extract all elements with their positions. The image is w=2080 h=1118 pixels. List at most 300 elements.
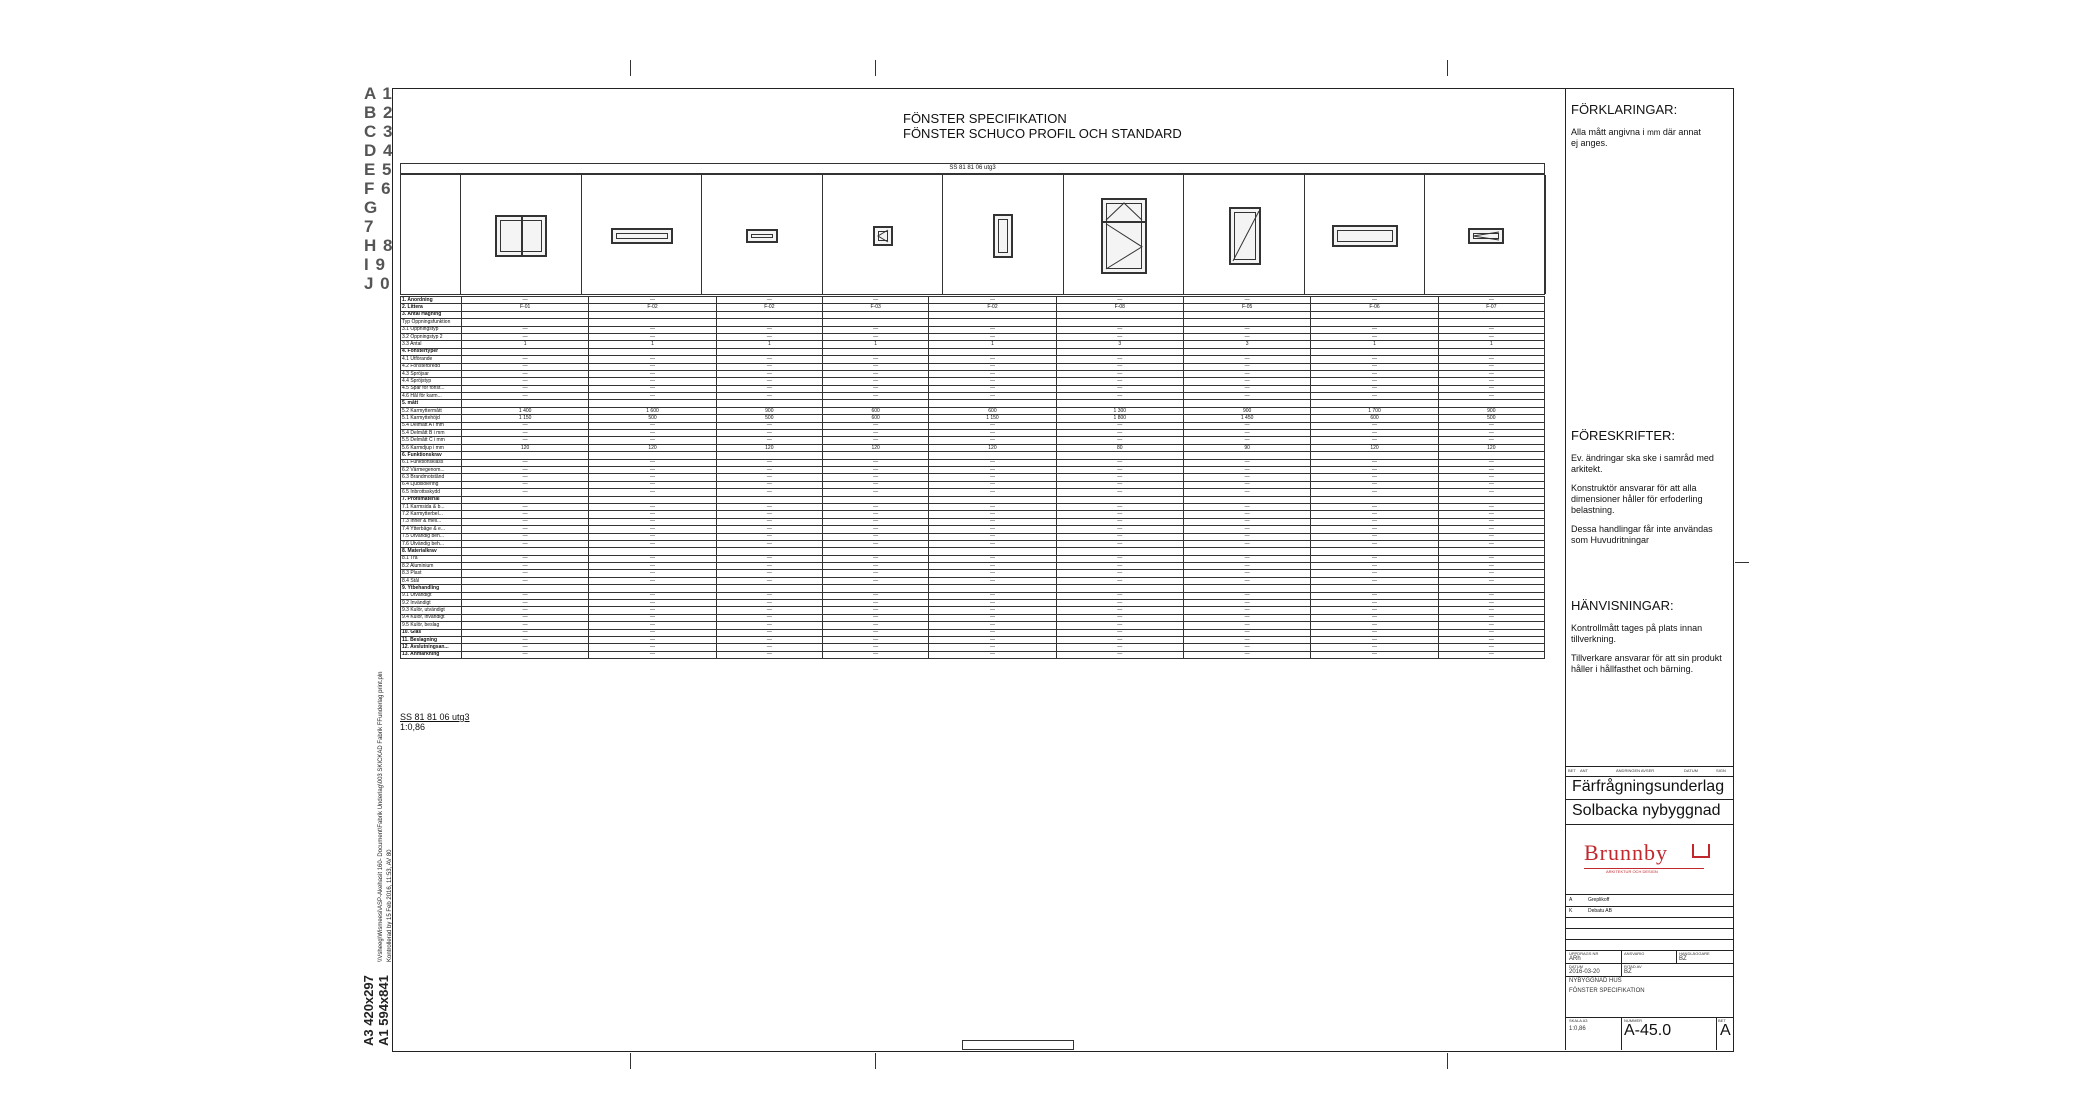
table-caption: SS 81 81 06 utg3 (949, 165, 996, 171)
spec-cell: — (1438, 333, 1544, 340)
grid-row-label: B 2 (364, 103, 394, 122)
spec-cell: — (929, 437, 1056, 444)
spec-cell: — (1183, 370, 1310, 377)
spec-cell (1311, 585, 1438, 592)
spec-cell: — (929, 326, 1056, 333)
spec-cell: — (822, 511, 928, 518)
spec-cell: — (1183, 607, 1310, 614)
spec-cell: — (1311, 503, 1438, 510)
spec-cell: — (929, 459, 1056, 466)
spec-row (401, 319, 1545, 326)
spec-cell: — (822, 422, 928, 429)
spec-row (401, 474, 1545, 481)
spec-cell: — (1311, 430, 1438, 437)
scale-block-name: SS 81 81 06 utg3 (400, 712, 470, 722)
spec-cell: — (462, 577, 589, 584)
spec-cell: — (716, 533, 822, 540)
spec-cell: — (1438, 393, 1544, 400)
spec-row (401, 592, 1545, 599)
spec-cell: — (1311, 636, 1438, 643)
tb-vdivider (1716, 1017, 1717, 1050)
spec-cell: — (716, 378, 822, 385)
forklaringar-heading: FÖRKLARINGAR: (1571, 102, 1678, 117)
window-glass (751, 234, 773, 238)
window-elevation-icon (1468, 228, 1504, 244)
spec-cell (462, 496, 589, 503)
spec-cell: — (822, 629, 928, 636)
foreskrifter-1: Ev. ändringar ska ske i samråd med arkitekt. (1571, 453, 1714, 474)
title-line-1: FÖNSTER SPECIFIKATION (903, 111, 1067, 126)
foreskrifter-heading: FÖRESKRIFTER: (1571, 428, 1676, 443)
tb-divider (1566, 939, 1734, 940)
tb-divider (1566, 963, 1734, 964)
spec-cell: — (716, 607, 822, 614)
spec-row-label: Typ Öppningsfunktion (401, 319, 462, 326)
spec-cell: 1 150 (462, 415, 589, 422)
spec-row-label: 4.1 Utförande (401, 356, 462, 363)
spec-row (401, 348, 1545, 355)
spec-cell: — (1438, 577, 1544, 584)
spec-cell: — (462, 437, 589, 444)
spec-cell: — (716, 629, 822, 636)
spec-row-label: 9.1 Utvändigt (401, 592, 462, 599)
spec-cell: — (1438, 297, 1544, 304)
spec-cell: — (716, 370, 822, 377)
spec-cell: — (1183, 326, 1310, 333)
window-elevation-icon (611, 228, 673, 244)
spec-row-label: 3.1 Öppningstyp (401, 326, 462, 333)
spec-row-label: 6.2 Värmegenom... (401, 466, 462, 473)
tb-divider (1566, 824, 1734, 825)
spec-row-label: 3. Antal Hägning (401, 311, 462, 318)
spec-cell: — (1438, 511, 1544, 518)
spec-cell: — (822, 437, 928, 444)
spec-cell: — (1183, 614, 1310, 621)
spec-cell: — (462, 555, 589, 562)
spec-row-label: 5.4 Delmått B i mm (401, 430, 462, 437)
spec-cell: — (1311, 555, 1438, 562)
spec-row (401, 356, 1545, 363)
spec-cell: — (1056, 540, 1183, 547)
spec-row-label: 3.3 Antal (401, 341, 462, 348)
spec-cell: — (1056, 526, 1183, 533)
spec-cell (1056, 585, 1183, 592)
spec-cell: — (1438, 378, 1544, 385)
window-elevation-icon (1229, 207, 1261, 265)
spec-cell: — (1183, 430, 1310, 437)
spec-row (401, 651, 1545, 658)
spec-cell: 80 (1056, 444, 1183, 451)
spec-cell: F-05 (1183, 304, 1310, 311)
spec-cell: — (1183, 378, 1310, 385)
spec-cell: — (822, 466, 928, 473)
window-elevation-icon (746, 229, 778, 243)
spec-cell: — (822, 459, 928, 466)
spec-cell: 1 (1311, 341, 1438, 348)
title-line-2: FÖNSTER SCHUCO PROFIL OCH STANDARD (903, 126, 1182, 141)
spec-cell (929, 311, 1056, 318)
spec-cell (1056, 496, 1183, 503)
spec-cell: — (589, 430, 716, 437)
spec-cell: — (1183, 540, 1310, 547)
spec-row-label: 7.5 Utvändig beh... (401, 533, 462, 540)
spec-cell (1438, 348, 1544, 355)
spec-cell: — (1311, 607, 1438, 614)
opening-direction-icon (1103, 200, 1145, 272)
spec-cell: — (1438, 430, 1544, 437)
spec-cell (716, 548, 822, 555)
spec-cell: — (1056, 644, 1183, 651)
spec-cell (1183, 400, 1310, 407)
spec-cell: — (589, 474, 716, 481)
spec-cell: — (822, 356, 928, 363)
spec-cell: — (589, 533, 716, 540)
spec-cell: — (1311, 385, 1438, 392)
spec-cell: — (1056, 481, 1183, 488)
spec-cell: — (1056, 489, 1183, 496)
spec-cell (1438, 585, 1544, 592)
spec-row-label: 8.1 Trä (401, 555, 462, 562)
revision-column-header: DATUM (1684, 768, 1698, 773)
spec-cell: — (716, 333, 822, 340)
spec-cell: — (462, 636, 589, 643)
spec-cell: — (822, 607, 928, 614)
spec-cell: — (589, 526, 716, 533)
spec-cell: — (929, 600, 1056, 607)
spec-row-label: 5. mått (401, 400, 462, 407)
spec-cell: — (1056, 393, 1183, 400)
spec-row (401, 548, 1545, 555)
spec-cell (462, 400, 589, 407)
spec-row (401, 311, 1545, 318)
spec-cell: 120 (462, 444, 589, 451)
spec-cell: — (1056, 563, 1183, 570)
spec-cell: — (1311, 437, 1438, 444)
spec-cell (929, 319, 1056, 326)
elevation-label-cell (401, 175, 461, 294)
spec-cell: — (1438, 466, 1544, 473)
spec-row (401, 444, 1545, 451)
spec-cell: — (822, 526, 928, 533)
spec-cell: — (1438, 526, 1544, 533)
spec-cell: — (822, 577, 928, 584)
spec-cell: F-06 (1311, 304, 1438, 311)
spec-row-label: 8.3 Plast (401, 570, 462, 577)
spec-cell: — (1183, 297, 1310, 304)
value-datum: 2016-03-20 (1569, 969, 1600, 975)
spec-cell (716, 311, 822, 318)
spec-cell (929, 400, 1056, 407)
spec-cell: — (1311, 422, 1438, 429)
spec-cell: — (716, 297, 822, 304)
label-datum: DATUM (1569, 964, 1583, 969)
spec-cell: — (1056, 459, 1183, 466)
spec-cell: — (589, 518, 716, 525)
spec-cell: 1 150 (929, 415, 1056, 422)
spec-cell: — (929, 393, 1056, 400)
people-name: Greplikoff (1588, 897, 1610, 903)
spec-cell (1438, 311, 1544, 318)
spec-cell: — (822, 474, 928, 481)
spec-cell: — (1056, 533, 1183, 540)
spec-cell: — (716, 592, 822, 599)
tb-divider (1566, 1017, 1734, 1018)
spec-cell (929, 548, 1056, 555)
spec-cell: — (929, 370, 1056, 377)
spec-cell: — (1056, 437, 1183, 444)
notes-hanvisningar (1571, 598, 1731, 675)
spec-cell: — (462, 466, 589, 473)
spec-cell: — (1056, 474, 1183, 481)
spec-cell: — (462, 297, 589, 304)
spec-cell: — (589, 600, 716, 607)
spec-row-label: 7.4 Ytterbåge & e... (401, 526, 462, 533)
spec-cell: — (1438, 422, 1544, 429)
spec-cell: — (462, 622, 589, 629)
spec-cell: — (822, 297, 928, 304)
spec-cell: — (1056, 518, 1183, 525)
company-logo (1584, 840, 1719, 880)
spec-cell: 1 (462, 341, 589, 348)
spec-cell: — (822, 393, 928, 400)
spec-cell: — (589, 511, 716, 518)
spec-cell: — (1183, 592, 1310, 599)
spec-row-label: 4.6 Hål för karm... (401, 393, 462, 400)
spec-cell: 1 300 (1056, 407, 1183, 414)
notes-forklaringar (1571, 102, 1726, 149)
spec-row (401, 533, 1545, 540)
spec-cell (462, 585, 589, 592)
spec-cell: — (822, 563, 928, 570)
spec-cell (822, 452, 928, 459)
spec-row (401, 614, 1545, 621)
grid-row-label: H 8 (364, 236, 394, 255)
window-elevation-cell (1064, 175, 1185, 294)
crop-mark (630, 1053, 631, 1069)
spec-cell: — (822, 644, 928, 651)
spec-cell: — (1056, 651, 1183, 658)
spec-cell: — (589, 563, 716, 570)
spec-cell: F-01 (462, 304, 589, 311)
spec-cell: — (462, 459, 589, 466)
spec-cell (1311, 452, 1438, 459)
tb-divider (1566, 928, 1734, 929)
spec-cell: 120 (716, 444, 822, 451)
stage-label: Färfrågningsunderlag (1572, 778, 1725, 795)
spec-row-label: 5.4 Delmått A i mm (401, 422, 462, 429)
hanvisningar-1: Kontrollmått tages på plats innan tillverkning. (1571, 623, 1703, 644)
spec-cell: 1 800 (1056, 415, 1183, 422)
spec-cell: — (1311, 577, 1438, 584)
spec-cell: — (716, 430, 822, 437)
spec-cell: — (1438, 363, 1544, 370)
spec-cell: 600 (1311, 415, 1438, 422)
spec-cell: — (716, 466, 822, 473)
spec-row-label: 1. Anordning (401, 297, 462, 304)
spec-row (401, 489, 1545, 496)
spec-cell: — (462, 511, 589, 518)
spec-cell: — (1311, 356, 1438, 363)
spec-cell: — (1056, 422, 1183, 429)
spec-cell: — (462, 607, 589, 614)
spec-cell: 1 (716, 341, 822, 348)
spec-cell: — (1183, 393, 1310, 400)
spec-cell: — (822, 614, 928, 621)
spec-cell: — (589, 385, 716, 392)
spec-cell: — (929, 297, 1056, 304)
spec-cell: — (1311, 363, 1438, 370)
spec-cell: 90 (1183, 444, 1310, 451)
spec-cell: — (589, 570, 716, 577)
people-name: Debatu AB (1588, 908, 1612, 914)
spec-row (401, 629, 1545, 636)
spec-row-label: 3.2 Öppningstyp 2 (401, 333, 462, 340)
spec-row-label: 7.3 Inner & mell... (401, 518, 462, 525)
spec-cell: 900 (1183, 407, 1310, 414)
spec-cell (589, 348, 716, 355)
spec-cell: — (1438, 644, 1544, 651)
spec-row-label: 9.5 Kulör, beslag (401, 622, 462, 629)
spec-cell: — (716, 474, 822, 481)
spec-row-label: 7.1 Karmsida & b... (401, 503, 462, 510)
spec-row-label: 8. Materialkrav (401, 548, 462, 555)
spec-cell: — (589, 577, 716, 584)
spec-cell: — (589, 607, 716, 614)
spec-cell: — (716, 326, 822, 333)
spec-cell: — (822, 333, 928, 340)
spec-row (401, 422, 1545, 429)
spec-cell: — (589, 644, 716, 651)
spec-cell: 900 (716, 407, 822, 414)
spec-cell: — (1311, 592, 1438, 599)
spec-cell: — (1183, 489, 1310, 496)
spec-cell: — (822, 378, 928, 385)
spec-row (401, 496, 1545, 503)
spec-cell: — (929, 629, 1056, 636)
spec-cell: — (1438, 481, 1544, 488)
spec-cell: — (716, 503, 822, 510)
spec-cell: — (1183, 363, 1310, 370)
spec-cell: — (462, 540, 589, 547)
spec-cell: — (716, 540, 822, 547)
spec-cell: — (716, 459, 822, 466)
spec-cell: 120 (589, 444, 716, 451)
spec-cell (716, 585, 822, 592)
spec-row (401, 400, 1545, 407)
spec-cell: — (929, 333, 1056, 340)
spec-cell: — (589, 636, 716, 643)
window-spec-table (400, 296, 1545, 659)
spec-cell: — (929, 474, 1056, 481)
spec-cell: — (716, 636, 822, 643)
spec-cell: — (462, 356, 589, 363)
spec-cell (1056, 348, 1183, 355)
spec-cell: — (1438, 370, 1544, 377)
spec-cell: — (589, 333, 716, 340)
grid-row-label: E 5 (364, 160, 393, 179)
spec-cell: — (822, 326, 928, 333)
spec-cell: — (589, 481, 716, 488)
spec-cell: — (1311, 333, 1438, 340)
spec-cell: — (1056, 614, 1183, 621)
spec-cell: — (1056, 378, 1183, 385)
spec-cell (822, 585, 928, 592)
spec-cell (1183, 585, 1310, 592)
tb-vdivider (1676, 950, 1677, 963)
revision-letter: A (1720, 1022, 1731, 1039)
tb-divider (1566, 776, 1734, 777)
window-elevation-icon (993, 214, 1013, 258)
spec-cell: — (822, 370, 928, 377)
revision-column-header: ÄNDRINGEN AVSER (1616, 768, 1655, 773)
spec-cell: — (1438, 629, 1544, 636)
spec-cell: — (462, 481, 589, 488)
spec-cell: — (929, 644, 1056, 651)
spec-cell (1311, 496, 1438, 503)
spec-cell: — (1183, 422, 1310, 429)
people-role: A (1569, 897, 1573, 903)
crop-mark (1735, 562, 1749, 563)
spec-cell: — (716, 385, 822, 392)
spec-cell: — (1438, 459, 1544, 466)
spec-cell: — (462, 385, 589, 392)
spec-cell: — (462, 370, 589, 377)
spec-cell: — (1183, 577, 1310, 584)
spec-cell (589, 311, 716, 318)
spec-cell (1056, 400, 1183, 407)
spec-cell (822, 311, 928, 318)
spec-row (401, 393, 1545, 400)
window-elevations-row (400, 174, 1545, 295)
spec-cell: — (1438, 592, 1544, 599)
plot-date-note: Kontrollerad by 15 Feb 2016, 11:53, AV 80 (387, 849, 393, 962)
spec-cell (1056, 548, 1183, 555)
spec-cell: — (1311, 600, 1438, 607)
spec-cell: — (1311, 370, 1438, 377)
spec-cell: — (929, 481, 1056, 488)
spec-row (401, 378, 1545, 385)
window-elevation-icon (1101, 198, 1147, 274)
spec-cell (1183, 548, 1310, 555)
spec-cell: — (589, 363, 716, 370)
spec-cell (716, 400, 822, 407)
spec-cell: — (929, 503, 1056, 510)
label-handlaggare: HANDLÄGGARE (1679, 951, 1710, 956)
spec-cell: — (1438, 503, 1544, 510)
spec-cell: — (462, 533, 589, 540)
spec-cell: — (716, 600, 822, 607)
desc-line-2: FÖNSTER SPECIFIKATION (1569, 988, 1645, 994)
spec-cell: F-02 (716, 304, 822, 311)
title-block (1565, 88, 1734, 1050)
people-role: K (1569, 908, 1573, 914)
spec-row-label: 6. Funktionskrav (401, 452, 462, 459)
label-uppdrag: UPPDRAGS NR (1569, 951, 1599, 956)
spec-cell: — (589, 356, 716, 363)
spec-cell: — (462, 644, 589, 651)
spec-cell: — (1056, 570, 1183, 577)
window-elevation-cell (702, 175, 823, 294)
spec-cell: — (1438, 356, 1544, 363)
spec-cell: — (929, 533, 1056, 540)
tb-divider (1566, 906, 1734, 907)
grid-row-label: C 3 (364, 122, 394, 141)
spec-cell (1056, 452, 1183, 459)
spec-cell (822, 319, 928, 326)
spec-cell: — (1311, 526, 1438, 533)
spec-cell: — (929, 577, 1056, 584)
spec-cell: — (1183, 533, 1310, 540)
